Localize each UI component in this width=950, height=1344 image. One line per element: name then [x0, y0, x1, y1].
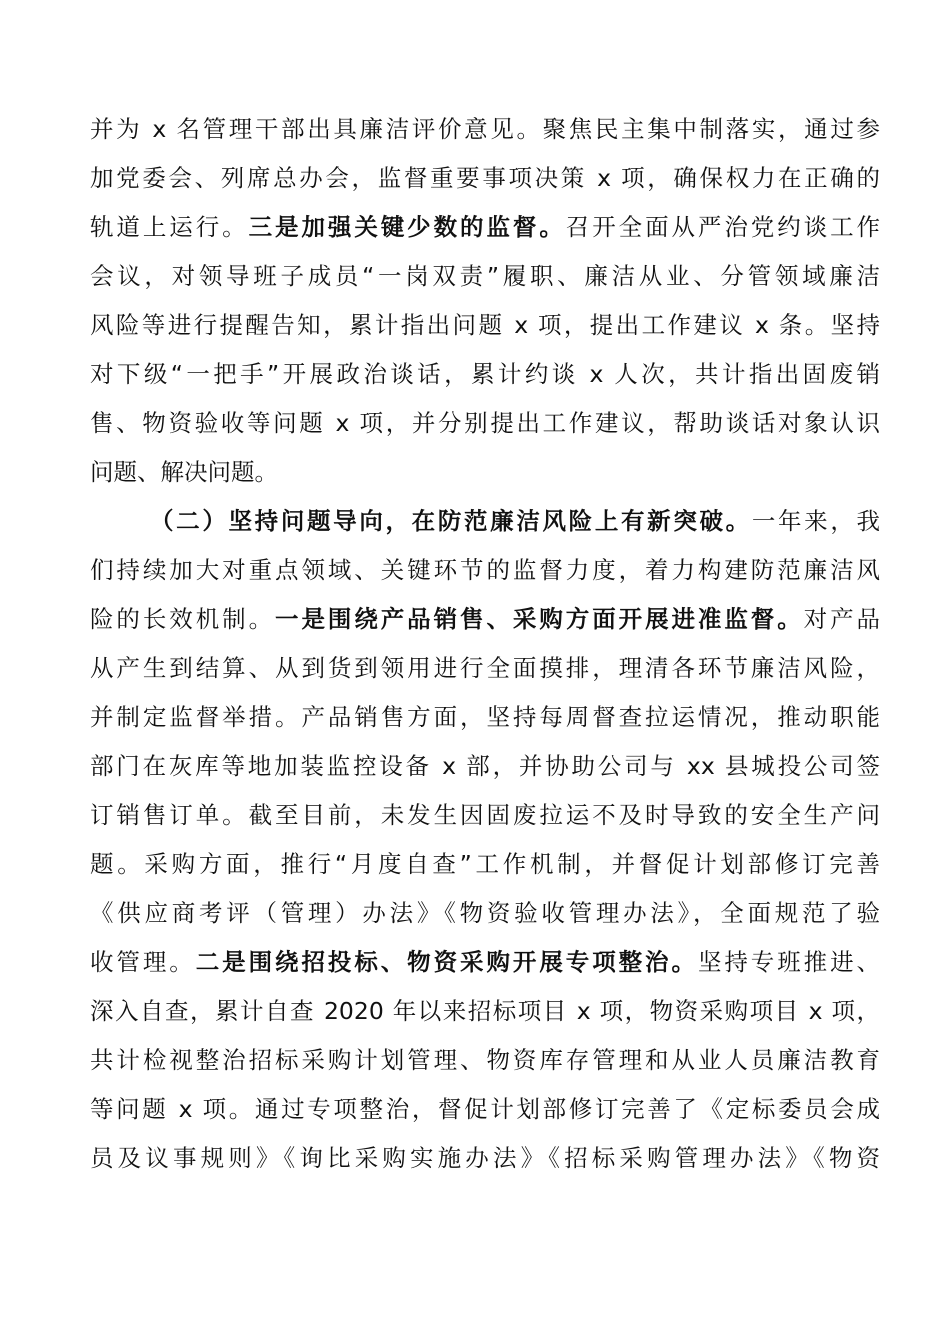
- text-segment: 从产生到结算、从到货到领用进行全面摸排，理清各环节廉洁风险，: [90, 654, 880, 682]
- text-line: [90, 308, 880, 342]
- text-line: [150, 504, 880, 538]
- text-line: [90, 749, 880, 783]
- text-line: [90, 945, 880, 979]
- body-text: [90, 112, 880, 1190]
- text-segment: 部门在灰库等地加装监控设备 x 部，并协助公司与 xx 县城投公司签: [90, 752, 880, 780]
- text-segment: 订销售订单。截至目前，未发生因固废拉运不及时导致的安全生产问: [90, 801, 880, 829]
- text-line: [90, 406, 880, 440]
- bold-text-segment: 一是围绕产品销售、采购方面开展进准监督。: [275, 605, 804, 633]
- text-segment: 险的长效机制。: [90, 605, 276, 633]
- text-line: [90, 700, 880, 734]
- text-line: [90, 357, 880, 391]
- text-segment: 加党委会、列席总办会，监督重要事项决策 x 项，确保权力在正确的: [90, 164, 880, 192]
- text-segment: 并制定监督举措。产品销售方面，坚持每周督查拉运情况，推动职能: [90, 703, 880, 731]
- text-segment: 一年来，我: [751, 507, 881, 535]
- text-segment: 们持续加大对重点领域、关键环节的监督力度，着力构建防范廉洁风: [90, 556, 880, 584]
- text-segment: 《供应商考评（管理）办法》《物资验收管理办法》，全面规范了验: [90, 899, 880, 927]
- text-segment: 等问题 x 项。通过专项整治，督促计划部修订完善了《定标委员会成: [90, 1095, 880, 1123]
- text-line: [90, 1141, 880, 1175]
- text-segment: 坚持专班推进、: [697, 948, 881, 976]
- text-segment: 题。采购方面，推行“月度自查”工作机制，并督促计划部修订完善: [90, 850, 880, 878]
- text-line: [90, 210, 880, 244]
- bold-text-segment: （二）坚持问题导向，在防范廉洁风险上有新突破。: [150, 507, 752, 535]
- text-segment: 风险等进行提醒告知，累计指出问题 x 项，提出工作建议 x 条。坚持: [90, 311, 880, 339]
- text-segment: 召开全面从严治党约谈工作: [565, 213, 881, 241]
- text-line: [90, 994, 880, 1028]
- text-segment: 员及议事规则》《询比采购实施办法》《招标采购管理办法》《物资: [90, 1144, 880, 1172]
- text-line: [90, 161, 880, 195]
- text-segment: 轨道上运行。: [90, 213, 249, 241]
- text-line: [90, 1043, 880, 1077]
- text-segment: 会议，对领导班子成员“一岗双责”履职、廉洁从业、分管领域廉洁: [90, 262, 880, 290]
- text-line: [90, 112, 880, 146]
- text-line: [90, 455, 278, 489]
- text-segment: 售、物资验收等问题 x 项，并分别提出工作建议，帮助谈话对象认识: [90, 409, 880, 437]
- text-segment: 深入自查，累计自查 2020 年以来招标项目 x 项，物资采购项目 x 项，: [90, 997, 880, 1025]
- text-line: [90, 1092, 880, 1126]
- text-segment: 收管理。: [90, 948, 196, 976]
- text-line: [90, 602, 880, 636]
- bold-text-segment: 二是围绕招投标、物资采购开展专项整治。: [195, 948, 698, 976]
- text-segment: 并为 x 名管理干部出具廉洁评价意见。聚焦民主集中制落实，通过参: [90, 115, 880, 143]
- text-line: [90, 651, 880, 685]
- text-line: [90, 896, 880, 930]
- text-segment: 问题、解决问题。: [90, 458, 278, 486]
- text-line: [90, 847, 880, 881]
- text-line: [90, 259, 880, 293]
- text-segment: 共计检视整治招标采购计划管理、物资库存管理和从业人员廉洁教育: [90, 1046, 880, 1074]
- text-line: [90, 798, 880, 832]
- text-segment: 对下级“一把手”开展政治谈话，累计约谈 x 人次，共计指出固废销: [90, 360, 880, 388]
- text-line: [90, 553, 880, 587]
- text-segment: 对产品: [803, 605, 881, 633]
- bold-text-segment: 三是加强关键少数的监督。: [248, 213, 566, 241]
